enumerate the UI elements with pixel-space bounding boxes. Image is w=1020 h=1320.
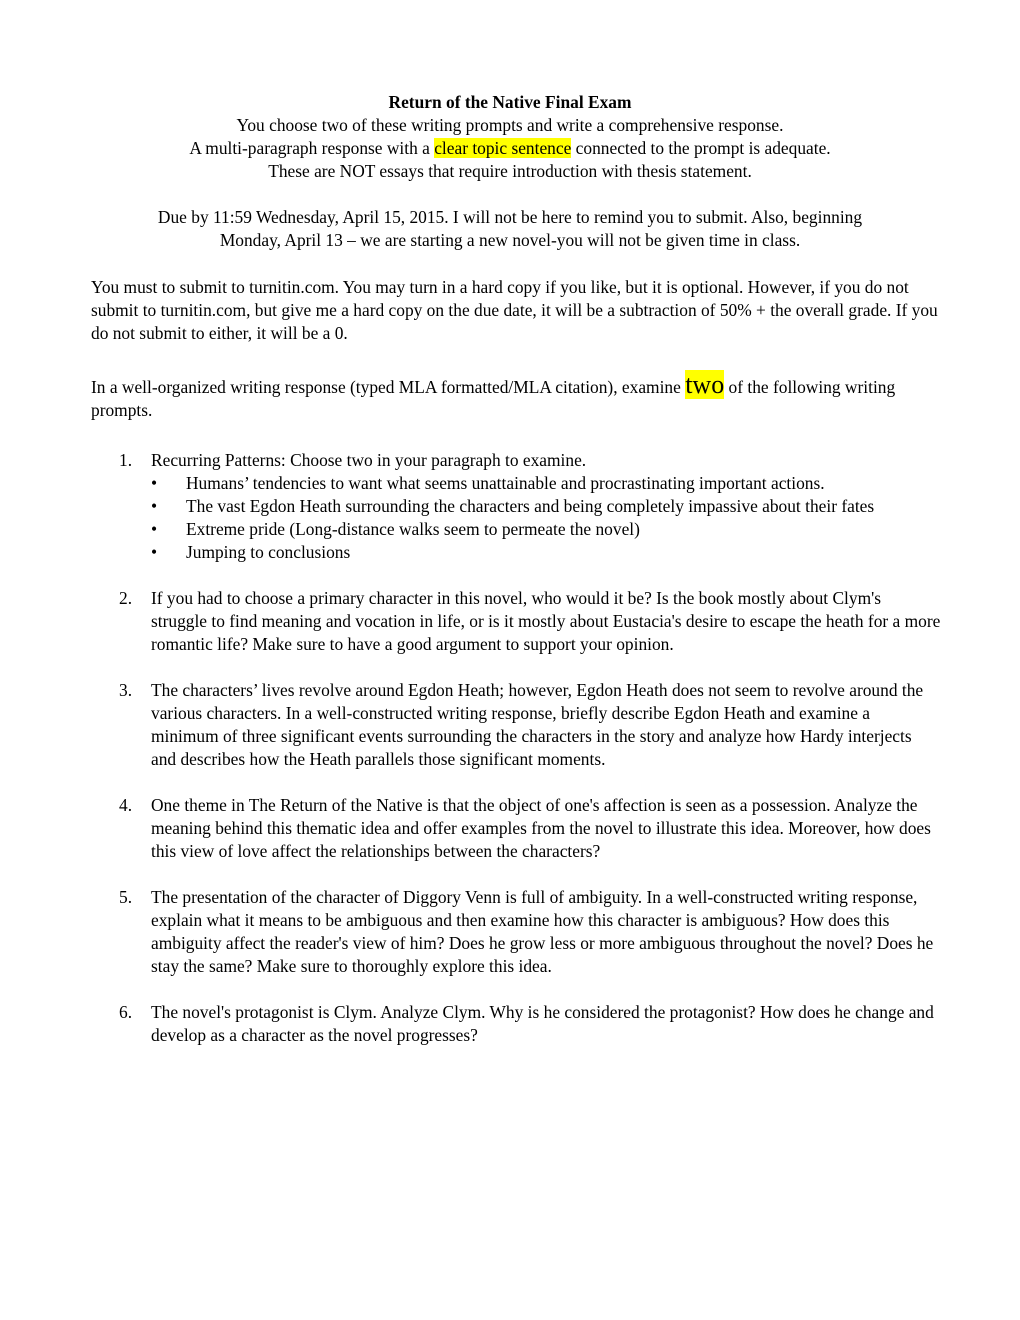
prompt-text: If you had to choose a primary character in this novel, who would it be? Is the book mostly about Clym's struggle to find meaning and vocation in life, or is it mostly about Eustacia's desire to escape the heath for a more romantic life? Make sure to have a good argument to support your opinion. bbox=[151, 588, 941, 654]
exam-header bbox=[60, 91, 960, 183]
header-line-2-start: A multi-paragraph response with a bbox=[189, 138, 435, 158]
prompt-instructions bbox=[91, 370, 941, 422]
prompt-item-1 bbox=[91, 449, 941, 564]
prompt-list bbox=[91, 449, 941, 1070]
prompt-number: 1. bbox=[119, 450, 133, 470]
bullet-text: Extreme pride (Long-distance walks seem to permeate the novel) bbox=[186, 519, 640, 539]
prompt-number: 2. bbox=[119, 588, 133, 608]
prompt-text: One theme in The Return of the Native is that the object of one's affection is seen as a possession. Analyze the meaning behind this thematic idea and offer examples from the novel to illustrate this idea. Moreover, how does this view of love affect the relationships between the characters? bbox=[151, 795, 931, 861]
bullet-item bbox=[151, 495, 941, 518]
bullet-text: The vast Egdon Heath surrounding the characters and being completely impassive about their fates bbox=[186, 496, 875, 516]
highlighted-topic-sentence: clear topic sentence bbox=[434, 138, 572, 158]
header-line-3: These are NOT essays that require introduction with thesis statement. bbox=[268, 161, 752, 181]
header-line-2-end: connected to the prompt is adequate. bbox=[571, 138, 831, 158]
bullet-text: Jumping to conclusions bbox=[186, 542, 351, 562]
prompt-number: 5. bbox=[119, 887, 133, 907]
header-line-1: You choose two of these writing prompts and write a comprehensive response. bbox=[236, 115, 784, 135]
prompt-item-5 bbox=[91, 886, 941, 978]
prompt-item-4 bbox=[91, 794, 941, 863]
prompt-number: 4. bbox=[119, 795, 133, 815]
submission-instructions: You must to submit to turnitin.com. You may turn in a hard copy if you like, but it is optional. However, if you do not submit to turnitin.com, but give me a hard copy on the due date, it will be a subtraction of 50% + the overall grade. If you do not submit to either, it will be a 0. bbox=[91, 277, 938, 343]
prompt-text: The presentation of the character of Diggory Venn is full of ambiguity. In a well-constructed writing response, explain what it means to be ambiguous and then examine how this character is ambiguous? How does this ambiguity affect the reader's view of him? Does he grow less or more ambiguous throughout the novel? Does he stay the same? Make sure to thoroughly explore this idea. bbox=[151, 887, 934, 976]
bullet-icon: • bbox=[151, 473, 158, 493]
due-date-notice bbox=[60, 206, 960, 252]
prompt-text: Recurring Patterns: Choose two in your paragraph to examine. bbox=[151, 450, 587, 470]
header-line-2 bbox=[60, 137, 960, 160]
bullet-icon: • bbox=[151, 519, 158, 539]
prompt-number: 3. bbox=[119, 680, 133, 700]
instructions-start: In a well-organized writing response (typed MLA formatted/MLA citation), examine bbox=[91, 377, 686, 397]
prompt-text: The novel's protagonist is Clym. Analyze Clym. Why is he considered the protagonist? How does he change and develop as a character as the novel progresses? bbox=[151, 1002, 934, 1045]
due-line-2: Monday, April 13 – we are starting a new novel-you will not be given time in class. bbox=[219, 230, 801, 250]
bullet-icon: • bbox=[151, 496, 158, 516]
prompt-text: The characters’ lives revolve around Egdon Heath; however, Egdon Heath does not seem to revolve around the various characters. In a well-constructed writing response, briefly describe Egdon Heath and examine a minimum of three significant events surrounding the characters in the story and analyze how Hardy interjects and describes how the Heath parallels those significant moments. bbox=[151, 680, 924, 769]
bullet-item bbox=[151, 472, 941, 495]
prompt-item-2 bbox=[91, 587, 941, 656]
bullet-text: Humans’ tendencies to want what seems unattainable and procrastinating important actions. bbox=[186, 473, 825, 493]
bullet-item bbox=[151, 541, 941, 564]
due-line-1: Due by 11:59 Wednesday, April 15, 2015. I will not be here to remind you to submit. Also, beginning bbox=[157, 207, 863, 227]
prompt-number: 6. bbox=[119, 1002, 133, 1022]
prompt-item-3 bbox=[91, 679, 941, 771]
bullet-icon: • bbox=[151, 542, 158, 562]
page-title: Return of the Native Final Exam bbox=[388, 92, 632, 112]
instructions-end: of the following writing prompts. bbox=[91, 377, 896, 420]
prompt-item-6 bbox=[91, 1001, 941, 1047]
bullet-item bbox=[151, 518, 941, 541]
recurring-patterns-list bbox=[151, 472, 941, 564]
highlighted-two: two bbox=[685, 370, 725, 399]
